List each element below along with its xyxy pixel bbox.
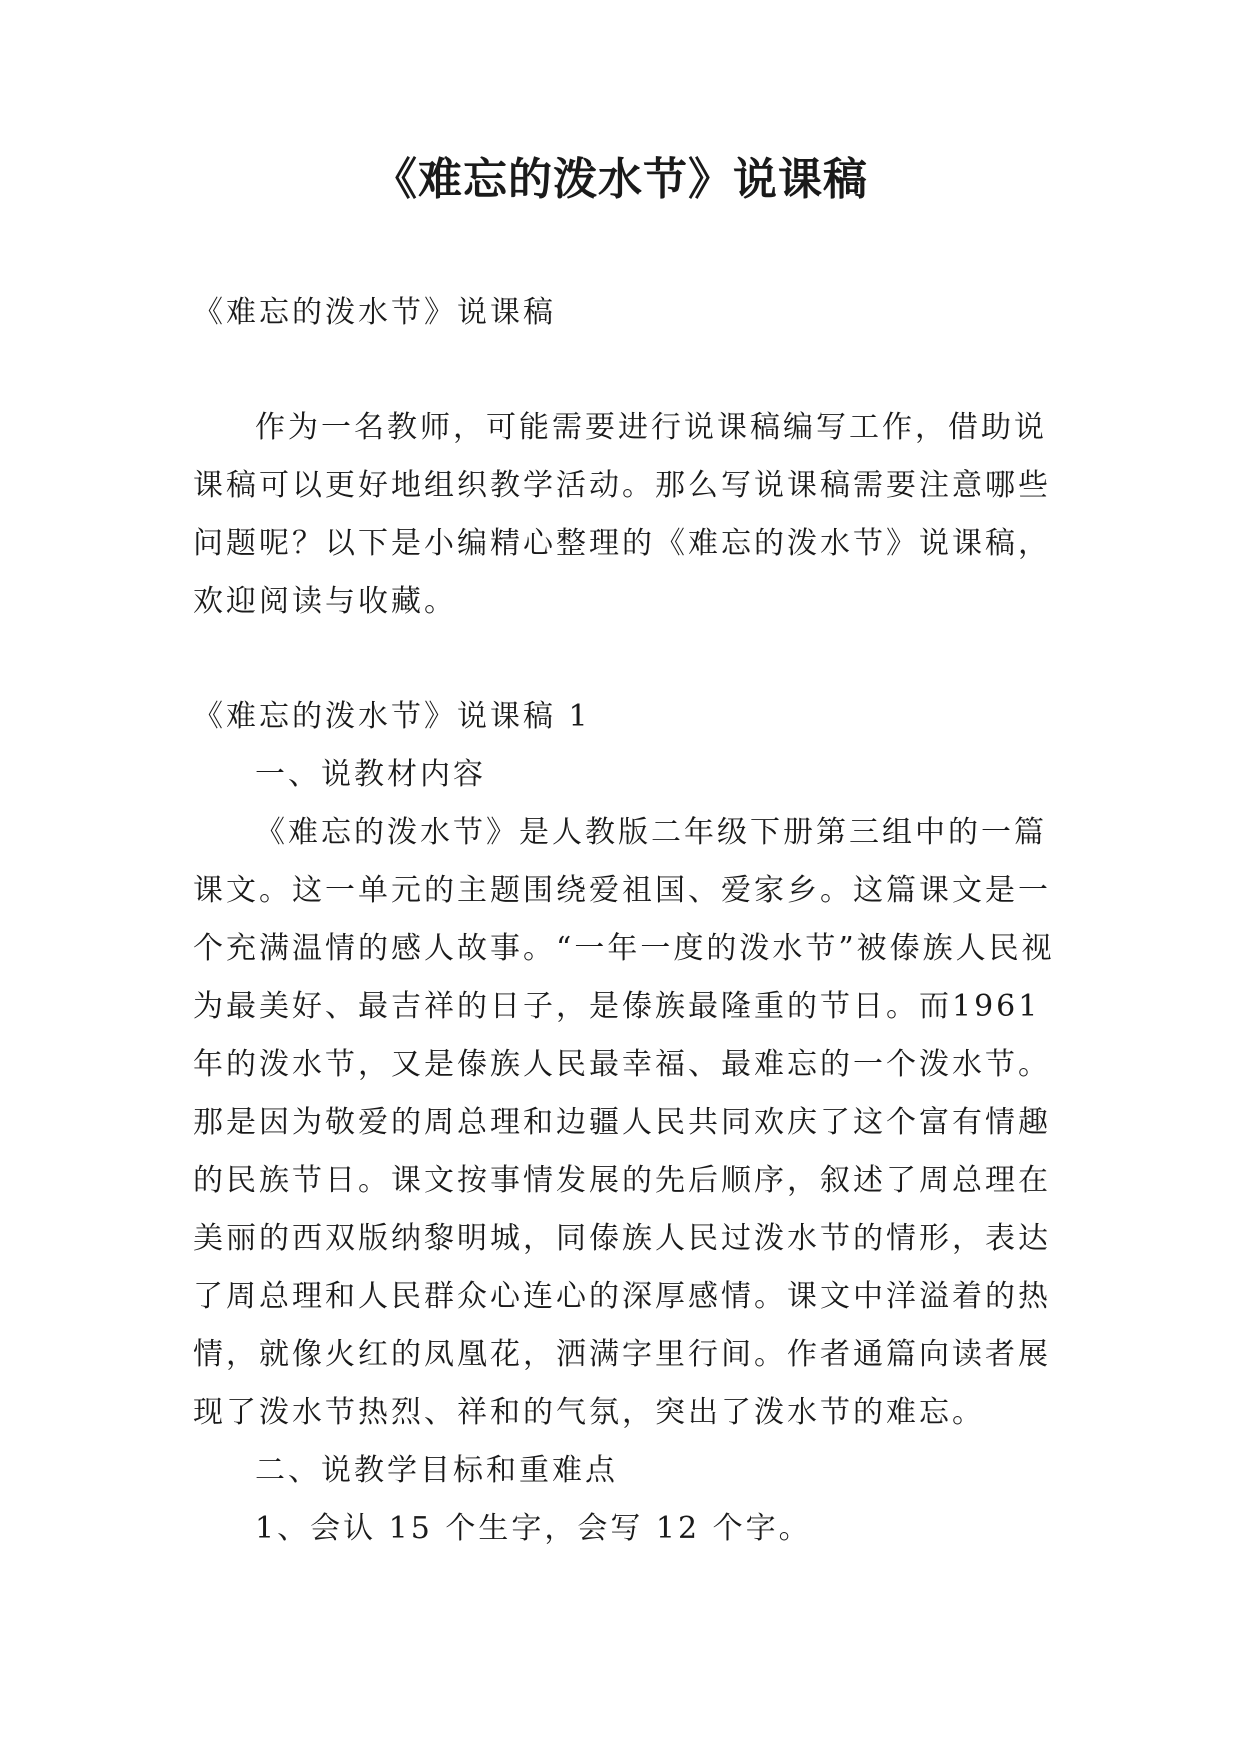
intro-paragraph: 作为一名教师，可能需要进行说课稿编写工作，借助说课稿可以更好地组织教学活动。那么写说课稿需要注意哪些问题呢？以下是小编精心整理的《难忘的泼水节》说课稿，欢迎阅读与收藏。 xyxy=(193,410,1051,619)
teaching-material-paragraph: 《难忘的泼水节》是人教版二年级下册第三组中的一篇课文。这一单元的主题围绕爱祖国、爱家乡。这篇课文是一个充满温情的感人故事。“一年一度的泼水节”被傣族人民视为最美好、最吉祥的日子，是傣族最隆重的节日。而1961年的泼水节，又是傣族人民最幸福、最难忘的一个泼水节。那是因为敬爱的周总理和边疆人民共同欢庆了这个富有情趣的民族节日。课文按事情发展的先后顺序，叙述了周总理在美丽的西双版纳黎明城，同傣族人民过泼水节的情形，表达了周总理和人民群众心连心的深厚感情。课文中洋溢着的热情，就像火红的凤凰花，洒满字里行间。作者通篇向读者展现了泼水节热烈、祥和的气氛，突出了泼水节的难忘。 xyxy=(193,815,1055,1430)
section-title: 《难忘的泼水节》说课稿 1 xyxy=(193,699,591,734)
document-subtitle: 《难忘的泼水节》说课稿 xyxy=(193,295,556,330)
document-title: 《难忘的泼水节》说课稿 xyxy=(373,154,868,205)
heading-teaching-material: 一、说教材内容 xyxy=(255,757,486,792)
goal-item-1: 1、会认 15 个生字，会写 12 个字。 xyxy=(255,1511,812,1546)
heading-teaching-goals: 二、说教学目标和重难点 xyxy=(255,1453,618,1488)
document-body xyxy=(193,284,1063,1558)
